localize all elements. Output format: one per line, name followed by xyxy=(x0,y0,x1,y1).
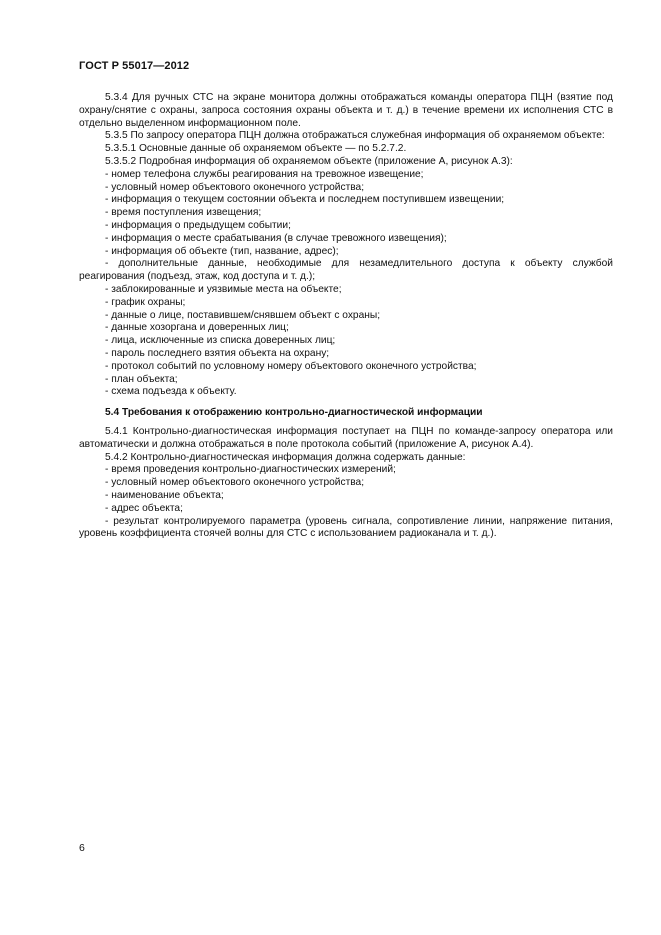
paragraph-5-4-1: 5.4.1 Контрольно-диагностическая информация поступает на ПЦН по команде-запросу оператора или автоматически и должна отображаться в поле протокола событий (приложение А, рисунок А.4). xyxy=(79,425,613,450)
list-item: - адрес объекта; xyxy=(105,502,183,514)
list-item: - время проведения контрольно-диагностических измерений; xyxy=(105,464,396,476)
list-item: - пароль последнего взятия объекта на охрану; xyxy=(105,347,330,359)
list-item: - протокол событий по условному номеру объектового оконечного устройства; xyxy=(105,360,477,372)
list-item: - схема подъезда к объекту. xyxy=(105,386,237,398)
list-item: - информация об объекте (тип, название, адрес); xyxy=(105,245,339,257)
section-heading: 5.4 Требования к отображению контрольно-диагностической информации xyxy=(105,407,483,419)
document-header: ГОСТ Р 55017—2012 xyxy=(79,60,190,72)
paragraph-5-3-5-1: 5.3.5.1 Основные данные об охраняемом объекте — по 5.2.7.2. xyxy=(105,143,407,155)
list-item: - график охраны; xyxy=(105,296,186,308)
paragraph-5-3-4: 5.3.4 Для ручных СТС на экране монитора должны отображаться команды оператора ПЦН (взятие под охрану/снятие с охраны, запроса состояния охраны объекта и т. д.) в течение времени их исполнения СТС в отдельно выделенном информационном поле. xyxy=(79,92,613,129)
list-item: - заблокированные и уязвимые места на объекте; xyxy=(105,283,342,295)
list-item: - информация о предыдущем событии; xyxy=(105,219,291,231)
list-item: - номер телефона службы реагирования на тревожное извещение; xyxy=(105,168,424,180)
list-item: - дополнительные данные, необходимые для незамедлительного доступа к объекту службой реагирования (подъезд, этаж, код доступа и т. д.); xyxy=(79,258,613,283)
list-item: - лица, исключенные из списка доверенных лиц; xyxy=(105,335,336,347)
list-item: - информация о текущем состоянии объекта и последнем поступившем извещении; xyxy=(105,194,505,206)
page-number: 6 xyxy=(79,842,85,854)
list-item: - информация о месте срабатывания (в случае тревожного извещения); xyxy=(105,232,447,244)
list-item: - результат контролируемого параметра (уровень сигнала, сопротивление линии, напряжение питания, уровень коэффициента стоячей волны для СТС с использованием радиоканала и т. д.). xyxy=(79,515,613,540)
list-item: - план объекта; xyxy=(105,373,178,385)
paragraph-5-3-5-2: 5.3.5.2 Подробная информация об охраняемом объекте (приложение А, рисунок А.3): xyxy=(105,155,513,167)
list-item: - время поступления извещения; xyxy=(105,207,262,219)
paragraph-5-4-2: 5.4.2 Контрольно-диагностическая информация должна содержать данные: xyxy=(105,451,466,463)
list-item: - данные о лице, поставившем/снявшем объект с охраны; xyxy=(105,309,381,321)
list-item: - условный номер объектового оконечного устройства; xyxy=(105,181,365,193)
list-item: - условный номер объектового оконечного устройства; xyxy=(105,477,365,489)
paragraph-5-3-5: 5.3.5 По запросу оператора ПЦН должна отображаться служебная информация об охраняемом объекте: xyxy=(105,130,605,142)
list-item: - наименование объекта; xyxy=(105,489,224,501)
document-body xyxy=(79,92,613,541)
list-item: - данные хозоргана и доверенных лиц; xyxy=(105,322,289,334)
